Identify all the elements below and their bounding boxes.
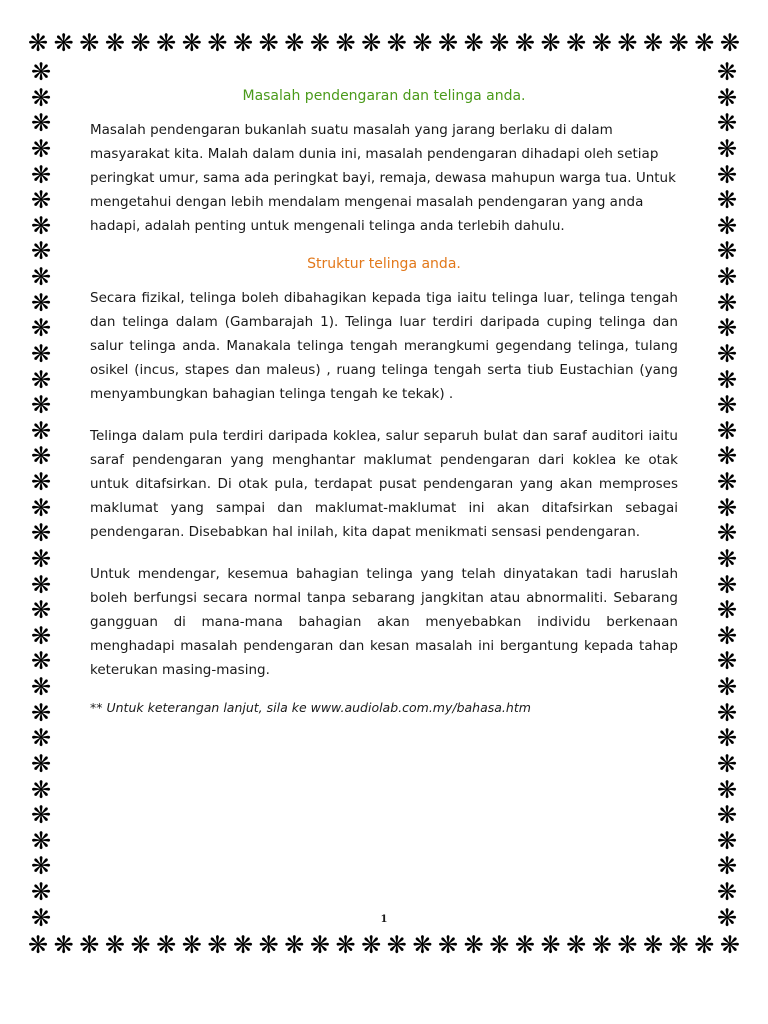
asterisk-star-icon: ❋ [30,698,52,727]
asterisk-star-icon: ❋ [489,30,510,56]
asterisk-star-icon: ❋ [716,826,738,855]
asterisk-star-icon: ❋ [591,30,612,56]
asterisk-star-icon: ❋ [30,83,52,112]
asterisk-star-icon: ❋ [79,932,100,958]
border-top [28,30,740,56]
asterisk-star-icon: ❋ [716,878,738,906]
asterisk-star-icon: ❋ [412,932,433,958]
asterisk-star-icon: ❋ [30,339,52,368]
asterisk-star-icon: ❋ [716,493,738,522]
asterisk-star-icon: ❋ [463,30,484,56]
asterisk-star-icon: ❋ [361,30,382,56]
heading-hearing-problems: Masalah pendengaran dan telinga anda. [242,88,526,104]
asterisk-star-icon: ❋ [643,30,664,56]
asterisk-star-icon: ❋ [716,160,738,189]
asterisk-star-icon: ❋ [28,932,49,958]
asterisk-star-icon: ❋ [716,365,738,394]
asterisk-star-icon: ❋ [716,621,738,650]
asterisk-star-icon: ❋ [30,647,52,676]
asterisk-star-icon: ❋ [716,519,738,548]
asterisk-star-icon: ❋ [716,134,738,163]
asterisk-star-icon: ❋ [30,493,52,522]
asterisk-star-icon: ❋ [540,932,561,958]
asterisk-star-icon: ❋ [694,30,715,56]
asterisk-star-icon: ❋ [716,570,738,599]
asterisk-star-icon: ❋ [361,932,382,958]
asterisk-star-icon: ❋ [30,852,52,881]
asterisk-star-icon: ❋ [716,698,738,727]
asterisk-star-icon: ❋ [617,932,638,958]
asterisk-star-icon: ❋ [617,30,638,56]
asterisk-star-icon: ❋ [463,932,484,958]
asterisk-star-icon: ❋ [540,30,561,56]
asterisk-star-icon: ❋ [335,932,356,958]
asterisk-star-icon: ❋ [716,109,738,138]
asterisk-star-icon: ❋ [30,109,52,138]
asterisk-star-icon: ❋ [591,932,612,958]
asterisk-star-icon: ❋ [716,775,738,804]
asterisk-star-icon: ❋ [30,749,52,778]
asterisk-star-icon: ❋ [30,621,52,650]
asterisk-star-icon: ❋ [716,596,738,625]
paragraph-hearing-function: Untuk mendengar, kesemua bahagian telinga yang telah dinyatakan tadi haruslah boleh berfungsi secara normal tanpa sebarang jangkitan atau abnormaliti. Sebarang gangguan di mana-mana bahagian akan menyebabkan individu berkenaan menghadapi masalah pendengaran dan kesan masalah ini bergantung kepada tahap keterukan masing-masing. [90,566,678,678]
asterisk-star-icon: ❋ [716,83,738,112]
asterisk-star-icon: ❋ [207,30,228,56]
asterisk-star-icon: ❋ [309,932,330,958]
asterisk-star-icon: ❋ [716,263,738,291]
asterisk-star-icon: ❋ [643,932,664,958]
asterisk-star-icon: ❋ [130,932,151,958]
asterisk-star-icon: ❋ [412,30,433,56]
asterisk-star-icon: ❋ [30,263,52,291]
asterisk-star-icon: ❋ [53,30,74,56]
asterisk-star-icon: ❋ [438,932,459,958]
asterisk-star-icon: ❋ [181,30,202,56]
asterisk-star-icon: ❋ [30,570,52,599]
asterisk-star-icon: ❋ [716,288,738,317]
asterisk-star-icon: ❋ [284,30,305,56]
paragraph-inner-ear: Telinga dalam pula terdiri daripada koklea, salur separuh bulat dan saraf auditori iaitu saraf pendengaran yang menghantar maklumat pendengaran dari koklea ke otak untuk ditafsirkan. Di otak pula, terdapat pusat pendengaran yang akan memproses maklumat yang sampai dan maklumat-maklumat ini akan ditafsirkan sebagai pendengaran. Disebabkan hal inilah, kita dapat menikmati sensasi pendengaran. [90,428,678,540]
asterisk-star-icon: ❋ [181,932,202,958]
asterisk-star-icon: ❋ [30,365,52,394]
asterisk-star-icon: ❋ [716,237,738,266]
asterisk-star-icon: ❋ [386,30,407,56]
asterisk-star-icon: ❋ [716,903,738,930]
asterisk-star-icon: ❋ [514,932,535,958]
asterisk-star-icon: ❋ [716,852,738,881]
asterisk-star-icon: ❋ [30,391,52,420]
asterisk-star-icon: ❋ [716,416,738,445]
asterisk-star-icon: ❋ [30,468,52,496]
border-bottom [28,932,740,958]
asterisk-star-icon: ❋ [207,932,228,958]
asterisk-star-icon: ❋ [716,60,738,86]
asterisk-star-icon: ❋ [719,932,740,958]
asterisk-star-icon: ❋ [716,339,738,368]
asterisk-star-icon: ❋ [53,932,74,958]
asterisk-star-icon: ❋ [30,878,52,906]
asterisk-star-icon: ❋ [514,30,535,56]
asterisk-star-icon: ❋ [716,314,738,343]
asterisk-star-icon: ❋ [30,442,52,471]
asterisk-star-icon: ❋ [716,673,738,701]
asterisk-star-icon: ❋ [716,724,738,753]
asterisk-star-icon: ❋ [668,932,689,958]
asterisk-star-icon: ❋ [30,801,52,830]
asterisk-star-icon: ❋ [233,932,254,958]
asterisk-star-icon: ❋ [30,60,52,86]
asterisk-star-icon: ❋ [386,932,407,958]
border-left [28,60,54,930]
asterisk-star-icon: ❋ [716,801,738,830]
asterisk-star-icon: ❋ [156,932,177,958]
asterisk-star-icon: ❋ [30,903,52,930]
asterisk-star-icon: ❋ [309,30,330,56]
asterisk-star-icon: ❋ [284,932,305,958]
asterisk-star-icon: ❋ [716,544,738,573]
asterisk-star-icon: ❋ [30,544,52,573]
asterisk-star-icon: ❋ [719,30,740,56]
asterisk-star-icon: ❋ [716,211,738,240]
asterisk-star-icon: ❋ [716,749,738,778]
asterisk-star-icon: ❋ [104,932,125,958]
asterisk-star-icon: ❋ [716,442,738,471]
asterisk-star-icon: ❋ [156,30,177,56]
asterisk-star-icon: ❋ [335,30,356,56]
asterisk-star-icon: ❋ [438,30,459,56]
asterisk-star-icon: ❋ [694,932,715,958]
asterisk-star-icon: ❋ [30,596,52,625]
asterisk-star-icon: ❋ [30,237,52,266]
asterisk-star-icon: ❋ [233,30,254,56]
asterisk-star-icon: ❋ [30,724,52,753]
document-body [90,88,678,715]
asterisk-star-icon: ❋ [30,673,52,701]
heading-ear-structure: Struktur telinga anda. [307,256,461,272]
asterisk-star-icon: ❋ [30,134,52,163]
asterisk-star-icon: ❋ [566,30,587,56]
asterisk-star-icon: ❋ [30,288,52,317]
asterisk-star-icon: ❋ [668,30,689,56]
page-number: 1 [380,914,388,925]
asterisk-star-icon: ❋ [130,30,151,56]
asterisk-star-icon: ❋ [104,30,125,56]
asterisk-star-icon: ❋ [566,932,587,958]
paragraph-intro: Masalah pendengaran bukanlah suatu masalah yang jarang berlaku di dalam masyarakat kita. Malah dalam dunia ini, masalah pendengaran dihadapi oleh setiap peringkat umur, sama ada peringkat bayi, remaja, dewasa mahupun warga tua. Untuk mengetahui dengan lebih mendalam mengenai masalah pendengaran yang anda hadapi, adalah penting untuk mengenali telinga anda terlebih dahulu. [90,122,676,234]
border-right [714,60,740,930]
asterisk-star-icon: ❋ [716,186,738,215]
asterisk-star-icon: ❋ [30,211,52,240]
asterisk-star-icon: ❋ [489,932,510,958]
asterisk-star-icon: ❋ [79,30,100,56]
asterisk-star-icon: ❋ [30,314,52,343]
asterisk-star-icon: ❋ [30,519,52,548]
asterisk-star-icon: ❋ [716,468,738,496]
asterisk-star-icon: ❋ [30,826,52,855]
paragraph-outer-middle-ear: Secara fizikal, telinga boleh dibahagikan kepada tiga iaitu telinga luar, telinga tengah dan telinga dalam (Gambarajah 1). Telinga luar terdiri daripada cuping telinga dan salur telinga anda. Manakala telinga tengah merangkumi gegendang telinga, tulang osikel (incus, stapes dan maleus) , ruang telinga tengah serta tiub Eustachian (yang menyambungkan bahagian telinga tengah ke tekak) . [90,290,678,402]
asterisk-star-icon: ❋ [258,932,279,958]
asterisk-star-icon: ❋ [30,416,52,445]
asterisk-star-icon: ❋ [716,647,738,676]
asterisk-star-icon: ❋ [30,160,52,189]
footnote-link: ** Untuk keterangan lanjut, sila ke www.audiolab.com.my/bahasa.htm [90,700,531,715]
asterisk-star-icon: ❋ [258,30,279,56]
asterisk-star-icon: ❋ [30,186,52,215]
asterisk-star-icon: ❋ [716,391,738,420]
asterisk-star-icon: ❋ [30,775,52,804]
asterisk-star-icon: ❋ [28,30,49,56]
